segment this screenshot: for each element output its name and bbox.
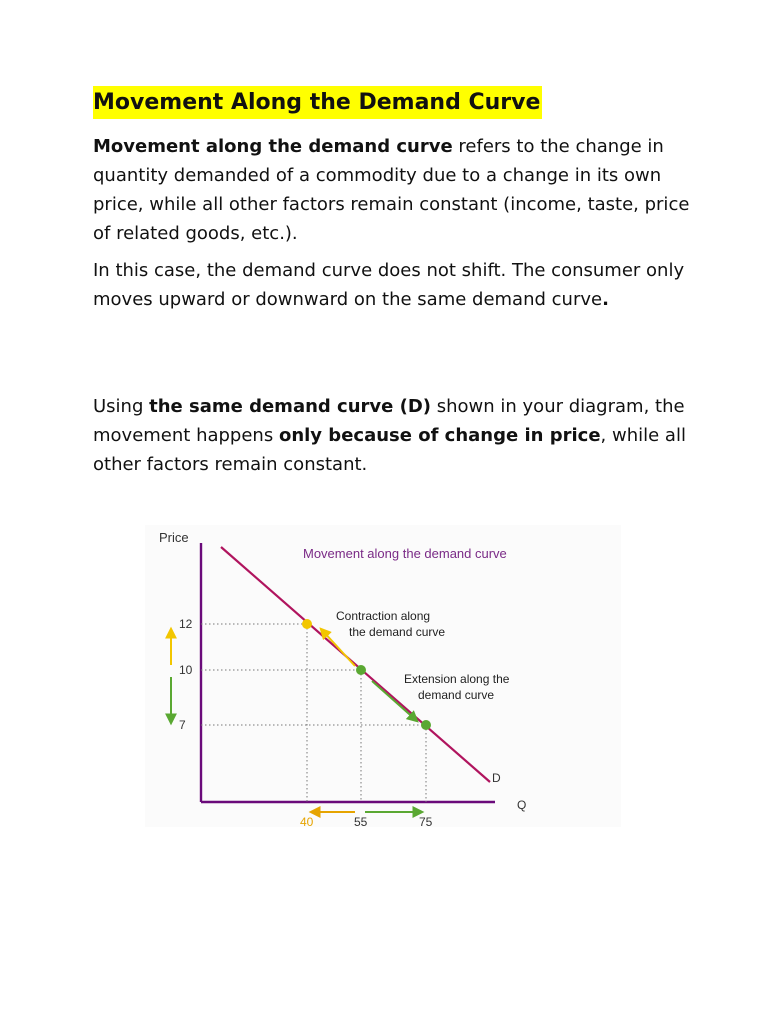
no-shift-text: In this case, the demand curve does not shift. The consumer only moves upward or downward on the same demand curve <box>93 260 685 310</box>
contraction-annotation-line-2: the demand curve <box>349 625 446 639</box>
no-shift-period: . <box>602 289 609 310</box>
same-curve-bold-2: only because of change in price <box>278 425 601 446</box>
x-axis-label: Q <box>517 798 527 812</box>
y-tick-7: 7 <box>179 718 186 732</box>
y-axis-label: Price <box>159 530 189 545</box>
extension-annotation-line-2: demand curve <box>418 688 495 702</box>
equilibrium-point-40 <box>302 619 312 629</box>
x-tick-75: 75 <box>419 815 433 827</box>
definition-term: Movement along the demand curve <box>93 136 453 157</box>
document-page <box>93 86 693 475</box>
paragraph-no-shift <box>93 256 693 314</box>
chart-svg <box>145 525 621 827</box>
contraction-annotation-line-1: Contraction along <box>336 609 431 623</box>
x-tick-40: 40 <box>300 815 314 827</box>
same-curve-text-2: shown in your diagram, the movement happens <box>93 396 685 446</box>
y-tick-12: 12 <box>179 617 193 631</box>
paragraph-definition <box>93 132 693 248</box>
chart-background <box>145 525 621 827</box>
demand-curve-chart <box>145 525 621 827</box>
demand-curve-label: D <box>492 771 501 785</box>
same-curve-text-1: Using <box>93 396 150 417</box>
x-tick-55: 55 <box>354 815 368 827</box>
page-title: Movement Along the Demand Curve <box>93 86 542 119</box>
equilibrium-point-55 <box>356 665 366 675</box>
same-curve-text-3: , while all other factors remain constant. <box>93 425 686 475</box>
definition-text: refers to the change in quantity demanded of a commodity due to a change in its own price, while all other factors remain constant (income, taste, price of related goods, etc.). <box>93 136 690 244</box>
same-curve-bold-1: the same demand curve (D) <box>149 396 432 417</box>
extension-annotation-line-1: Extension along the <box>404 672 510 686</box>
equilibrium-point-75 <box>421 720 431 730</box>
chart-title: Movement along the demand curve <box>303 546 507 561</box>
paragraph-same-curve <box>93 392 693 479</box>
y-tick-10: 10 <box>179 663 193 677</box>
